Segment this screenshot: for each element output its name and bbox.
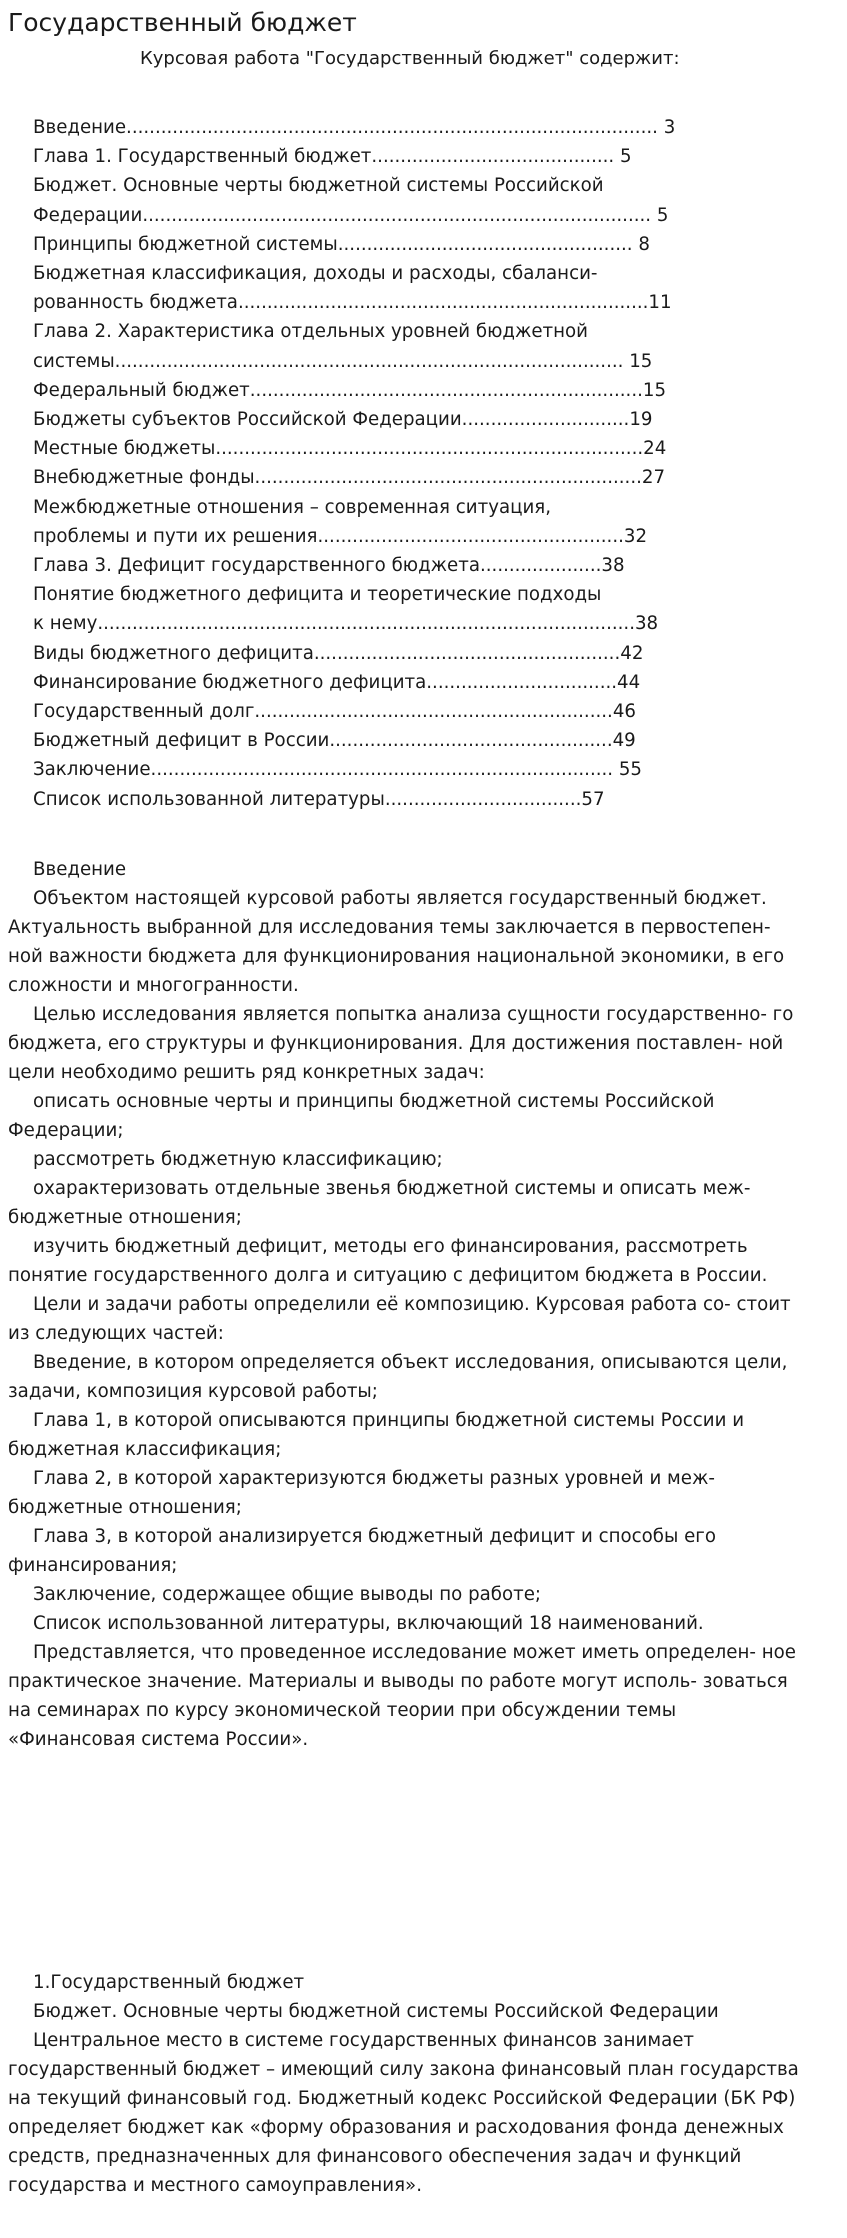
text-line: Целью исследования является попытка анализа сущности государственно- го (33, 1004, 794, 1025)
text-line: государства и местного самоуправления». (8, 2175, 422, 2196)
text-line: Федерации; (8, 1120, 124, 1141)
toc-entry: Федеральный бюджет....................................................................15 (33, 379, 667, 401)
text-line: Актуальность выбранной для исследования темы заключается в первостепен- (8, 917, 771, 938)
text-line: финансирования; (8, 1555, 178, 1576)
toc-entry: Бюджетный дефицит в России.................................................49 (33, 730, 636, 752)
toc-entry: Бюджеты субъектов Российской Федерации.............................19 (33, 409, 653, 431)
text-line: из следующих частей: (8, 1323, 224, 1344)
text-line: Глава 1, в которой описываются принципы бюджетной системы России и (33, 1410, 745, 1431)
toc-entry: Межбюджетные отношения – современная ситуация, (33, 496, 552, 518)
section-heading: Введение (33, 859, 127, 880)
toc-caption: Курсовая работа "Государственный бюджет" содержит: (140, 48, 680, 69)
toc-entry: Введение............................................................................................ 3 (33, 117, 676, 138)
toc-entry: Виды бюджетного дефицита.....................................................42 (33, 642, 644, 664)
text-line: практическое значение. Материалы и выводы по работе могут исполь- зоваться (8, 1671, 788, 1692)
text-line: на текущий финансовый год. Бюджетный кодекс Российской Федерации (БК РФ) (8, 2088, 796, 2109)
toc-entry: Бюджетная классификация, доходы и расходы, сбаланси- (33, 263, 598, 285)
toc-entry: Внебюджетные фонды...................................................................27 (33, 467, 666, 489)
text-line: сложности и многогранности. (8, 975, 299, 996)
text-line: изучить бюджетный дефицит, методы его финансирования, рассмотреть (33, 1236, 748, 1257)
text-line: определяет бюджет как «форму образования и расходования фонда денежных (8, 2117, 784, 2138)
toc-entry: Понятие бюджетного дефицита и теоретические подходы (33, 584, 602, 606)
text-line: задачи, композиция курсовой работы; (8, 1381, 378, 1402)
toc-entry: рованность бюджета.......................................................................11 (33, 292, 672, 314)
text-line: цели необходимо решить ряд конкретных задач: (8, 1062, 485, 1083)
toc-entry: Принципы бюджетной системы................................................... 8 (33, 233, 650, 255)
toc-entry: Глава 2. Характеристика отдельных уровней бюджетной (33, 321, 588, 343)
text-line: Цели и задачи работы определили её композицию. Курсовая работа со- стоит (33, 1294, 791, 1315)
toc-entry: Государственный долг..............................................................46 (33, 701, 636, 723)
text-line: рассмотреть бюджетную классификацию; (33, 1149, 443, 1170)
text-line: Глава 3, в которой анализируется бюджетный дефицит и способы его (33, 1526, 716, 1547)
toc-entry: Глава 3. Дефицит государственного бюджета.....................38 (33, 555, 625, 577)
text-line: Объектом настоящей курсовой работы является государственный бюджет. (33, 888, 767, 909)
section-heading: 1.Государственный бюджет (33, 1972, 305, 1993)
text-line: бюджета, его структуры и функционирования. Для достижения поставлен- ной (8, 1033, 784, 1054)
text-line: на семинарах по курсу экономической теории при обсуждении темы (8, 1700, 677, 1721)
chapter-1-section (8, 1968, 840, 2200)
text-line: бюджетные отношения; (8, 1207, 242, 1228)
text-line: Центральное место в системе государственных финансов занимает (33, 2030, 695, 2051)
toc-entry: Местные бюджеты..........................................................................24 (33, 438, 667, 460)
toc-entry: проблемы и пути их решения.....................................................32 (33, 525, 648, 547)
toc-entry: системы........................................................................................ 15 (33, 350, 653, 372)
text-line: понятие государственного долга и ситуацию с дефицитом бюджета в России. (8, 1265, 768, 1286)
text-line: бюджетная классификация; (8, 1439, 282, 1460)
table-of-contents (33, 113, 713, 814)
text-line: государственный бюджет – имеющий силу закона финансовый план государства (8, 2059, 799, 2080)
text-line: описать основные черты и принципы бюджетной системы Российской (33, 1091, 715, 1112)
toc-entry: Бюджет. Основные черты бюджетной системы Российской (33, 175, 604, 197)
text-line: Глава 2, в которой характеризуются бюджеты разных уровней и меж- (33, 1468, 715, 1489)
text-line: Заключение, содержащее общие выводы по работе; (33, 1584, 542, 1605)
text-line: Список использованной литературы, включающий 18 наименований. (33, 1613, 704, 1634)
introduction-body (8, 884, 840, 1754)
toc-entry: Заключение................................................................................ 55 (33, 759, 642, 781)
toc-entry: Федерации........................................................................................ 5 (33, 204, 669, 226)
text-line: «Финансовая система России». (8, 1729, 309, 1750)
text-line: бюджетные отношения; (8, 1497, 242, 1518)
text-line: Бюджет. Основные черты бюджетной системы Российской Федерации (33, 2001, 719, 2022)
toc-entry: Список использованной литературы..................................57 (33, 788, 605, 810)
text-line: Представляется, что проведенное исследование может иметь определен- ное (33, 1642, 796, 1663)
introduction-section (8, 855, 840, 1754)
chapter-1-body (8, 1997, 840, 2200)
text-line: Введение, в котором определяется объект исследования, описываются цели, (33, 1352, 788, 1373)
toc-entry: Глава 1. Государственный бюджет.......................................... 5 (33, 146, 632, 168)
text-line: ной важности бюджета для функционирования национальной экономики, в его (8, 946, 785, 967)
text-line: средств, предназначенных для финансового обеспечения задач и функций (8, 2146, 742, 2167)
text-line: охарактеризовать отдельные звенья бюджетной системы и описать меж- (33, 1178, 751, 1199)
document-title: Государственный бюджет (8, 8, 357, 37)
toc-entry: к нему.............................................................................................38 (33, 613, 659, 635)
toc-entry: Финансирование бюджетного дефицита.................................44 (33, 671, 641, 693)
